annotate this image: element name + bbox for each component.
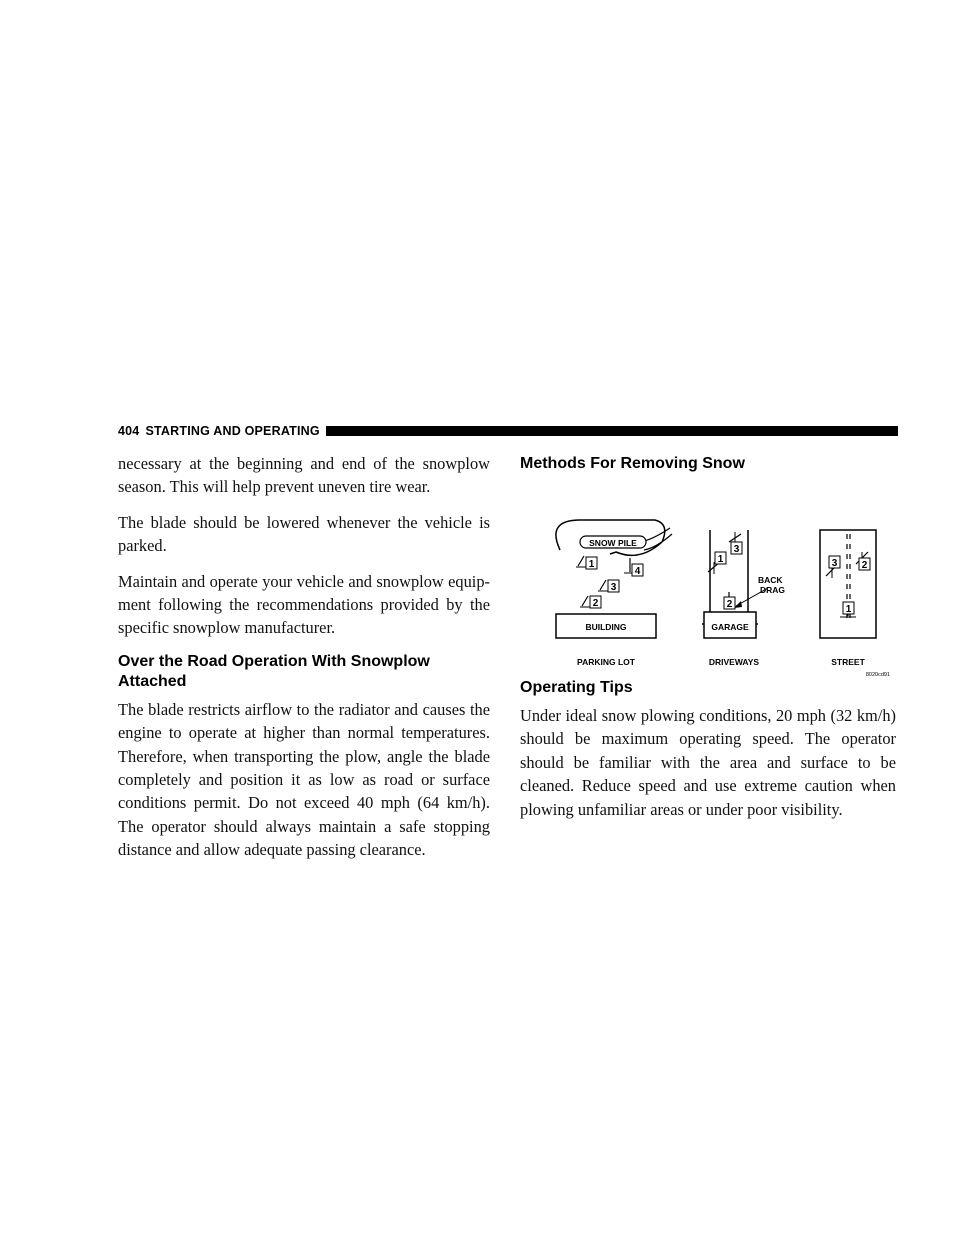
paragraph: The blade restricts airflow to the radiator and causes the engine to operate at higher than normal temperatures. Therefore, when transporting the plow, angle the blade completely and position it as low as road or surface conditions permit. Do not exceed 40 mph (64 km/h). The operator should always maintain a safe stopping distance and allow adequate passing clearance. bbox=[118, 699, 490, 860]
plow-blade-marker bbox=[600, 580, 606, 590]
paragraph: necessary at the beginning and end of the snowplow season. This will help prevent uneven tire wear. bbox=[118, 454, 490, 497]
paragraph: Maintain and operate your vehicle and snowplow equip- ment following the recommendations provided by the specific snowplow manufacturer. bbox=[118, 571, 490, 638]
back-drag-label: BACK bbox=[758, 575, 783, 585]
step-number: 2 bbox=[861, 560, 868, 571]
driveways-label: DRIVEWAYS bbox=[708, 657, 760, 667]
step-number: 4 bbox=[634, 566, 641, 577]
step-number: 3 bbox=[610, 582, 617, 593]
step-number: 1 bbox=[717, 554, 724, 565]
page-header bbox=[118, 423, 898, 439]
plow-path-curve bbox=[644, 534, 672, 550]
parking-lot-label: PARKING LOT bbox=[577, 657, 635, 667]
step-number: 1 bbox=[588, 559, 595, 570]
plow-blade-marker bbox=[578, 556, 584, 566]
section-title: STARTING AND OPERATING bbox=[145, 424, 320, 438]
page-number: 404 bbox=[118, 424, 140, 438]
plow-blade-marker bbox=[582, 596, 588, 606]
street-label: STREET bbox=[831, 657, 865, 667]
back-drag-label: DRAG bbox=[760, 585, 786, 595]
step-number: 3 bbox=[831, 558, 838, 569]
section-heading: Over the Road Operation With Snowplow Attached bbox=[118, 652, 430, 690]
left-column bbox=[118, 452, 490, 874]
section-heading: Methods For Removing Snow bbox=[520, 455, 745, 472]
step-number: 2 bbox=[726, 599, 733, 610]
street-shape bbox=[820, 530, 876, 638]
step-number: 2 bbox=[592, 598, 599, 609]
diagram-svg bbox=[520, 480, 896, 678]
right-column bbox=[520, 452, 896, 833]
figure-code: 8020cd91 bbox=[865, 672, 890, 678]
step-number: 3 bbox=[733, 544, 740, 555]
header-rule bbox=[326, 426, 898, 436]
paragraph: Under ideal snow plowing conditions, 20 mph (32 km/h) should be maximum operating speed. The operator should be familiar with the area and surface to be cleaned. Reduce speed and use extreme caution when plowing unfamiliar areas or under poor visibility. bbox=[520, 706, 896, 819]
garage-label: GARAGE bbox=[711, 622, 749, 632]
section-heading: Operating Tips bbox=[520, 679, 633, 696]
paragraph: The blade should be lowered whenever the vehicle is parked. bbox=[118, 512, 490, 556]
snow-pile-label: SNOW PILE bbox=[589, 538, 637, 548]
step-number: 1 bbox=[845, 604, 852, 615]
building-label: BUILDING bbox=[585, 622, 627, 632]
snow-removal-diagram bbox=[520, 480, 896, 678]
